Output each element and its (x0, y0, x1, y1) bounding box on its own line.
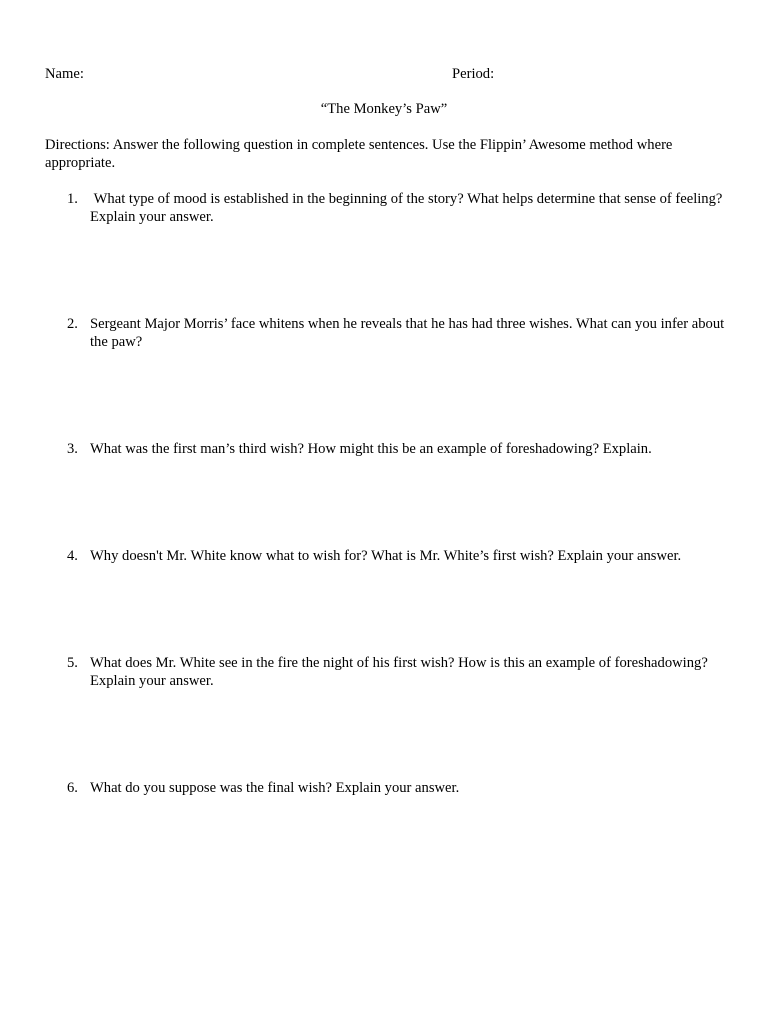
question-number: 1. (67, 191, 78, 207)
question-text: What do you suppose was the final wish? Explain your answer. (90, 780, 460, 796)
question-text: What was the first man’s third wish? How might this be an example of foreshadowing? Explain. (90, 441, 652, 457)
question-number: 5. (67, 655, 78, 671)
question-number: 2. (67, 316, 78, 332)
question-4 (45, 547, 725, 565)
question-text: Sergeant Major Morris’ face whitens when he reveals that he has had three wishes. What can you infer about the paw? (90, 316, 725, 350)
question-3 (45, 440, 725, 458)
question-5 (45, 654, 725, 690)
question-6 (45, 779, 725, 797)
question-1 (45, 190, 725, 226)
name-label: Name: (45, 66, 84, 82)
question-text: What type of mood is established in the beginning of the story? What helps determine that sense of feeling? Explain your answer. (90, 191, 727, 225)
directions-text: Directions: Answer the following question in complete sentences. Use the Flippin’ Awesome method where appropriate. (45, 137, 673, 171)
question-number: 3. (67, 441, 78, 457)
question-number: 6. (67, 780, 78, 796)
question-text: What does Mr. White see in the fire the night of his first wish? How is this an example of foreshadowing? Explain your answer. (90, 655, 708, 689)
document-title: “The Monkey’s Paw” (320, 101, 448, 117)
period-label: Period: (452, 66, 495, 82)
question-number: 4. (67, 548, 78, 564)
question-text: Why doesn't Mr. White know what to wish for? What is Mr. White’s first wish? Explain your answer. (90, 548, 682, 564)
question-2 (45, 315, 725, 351)
